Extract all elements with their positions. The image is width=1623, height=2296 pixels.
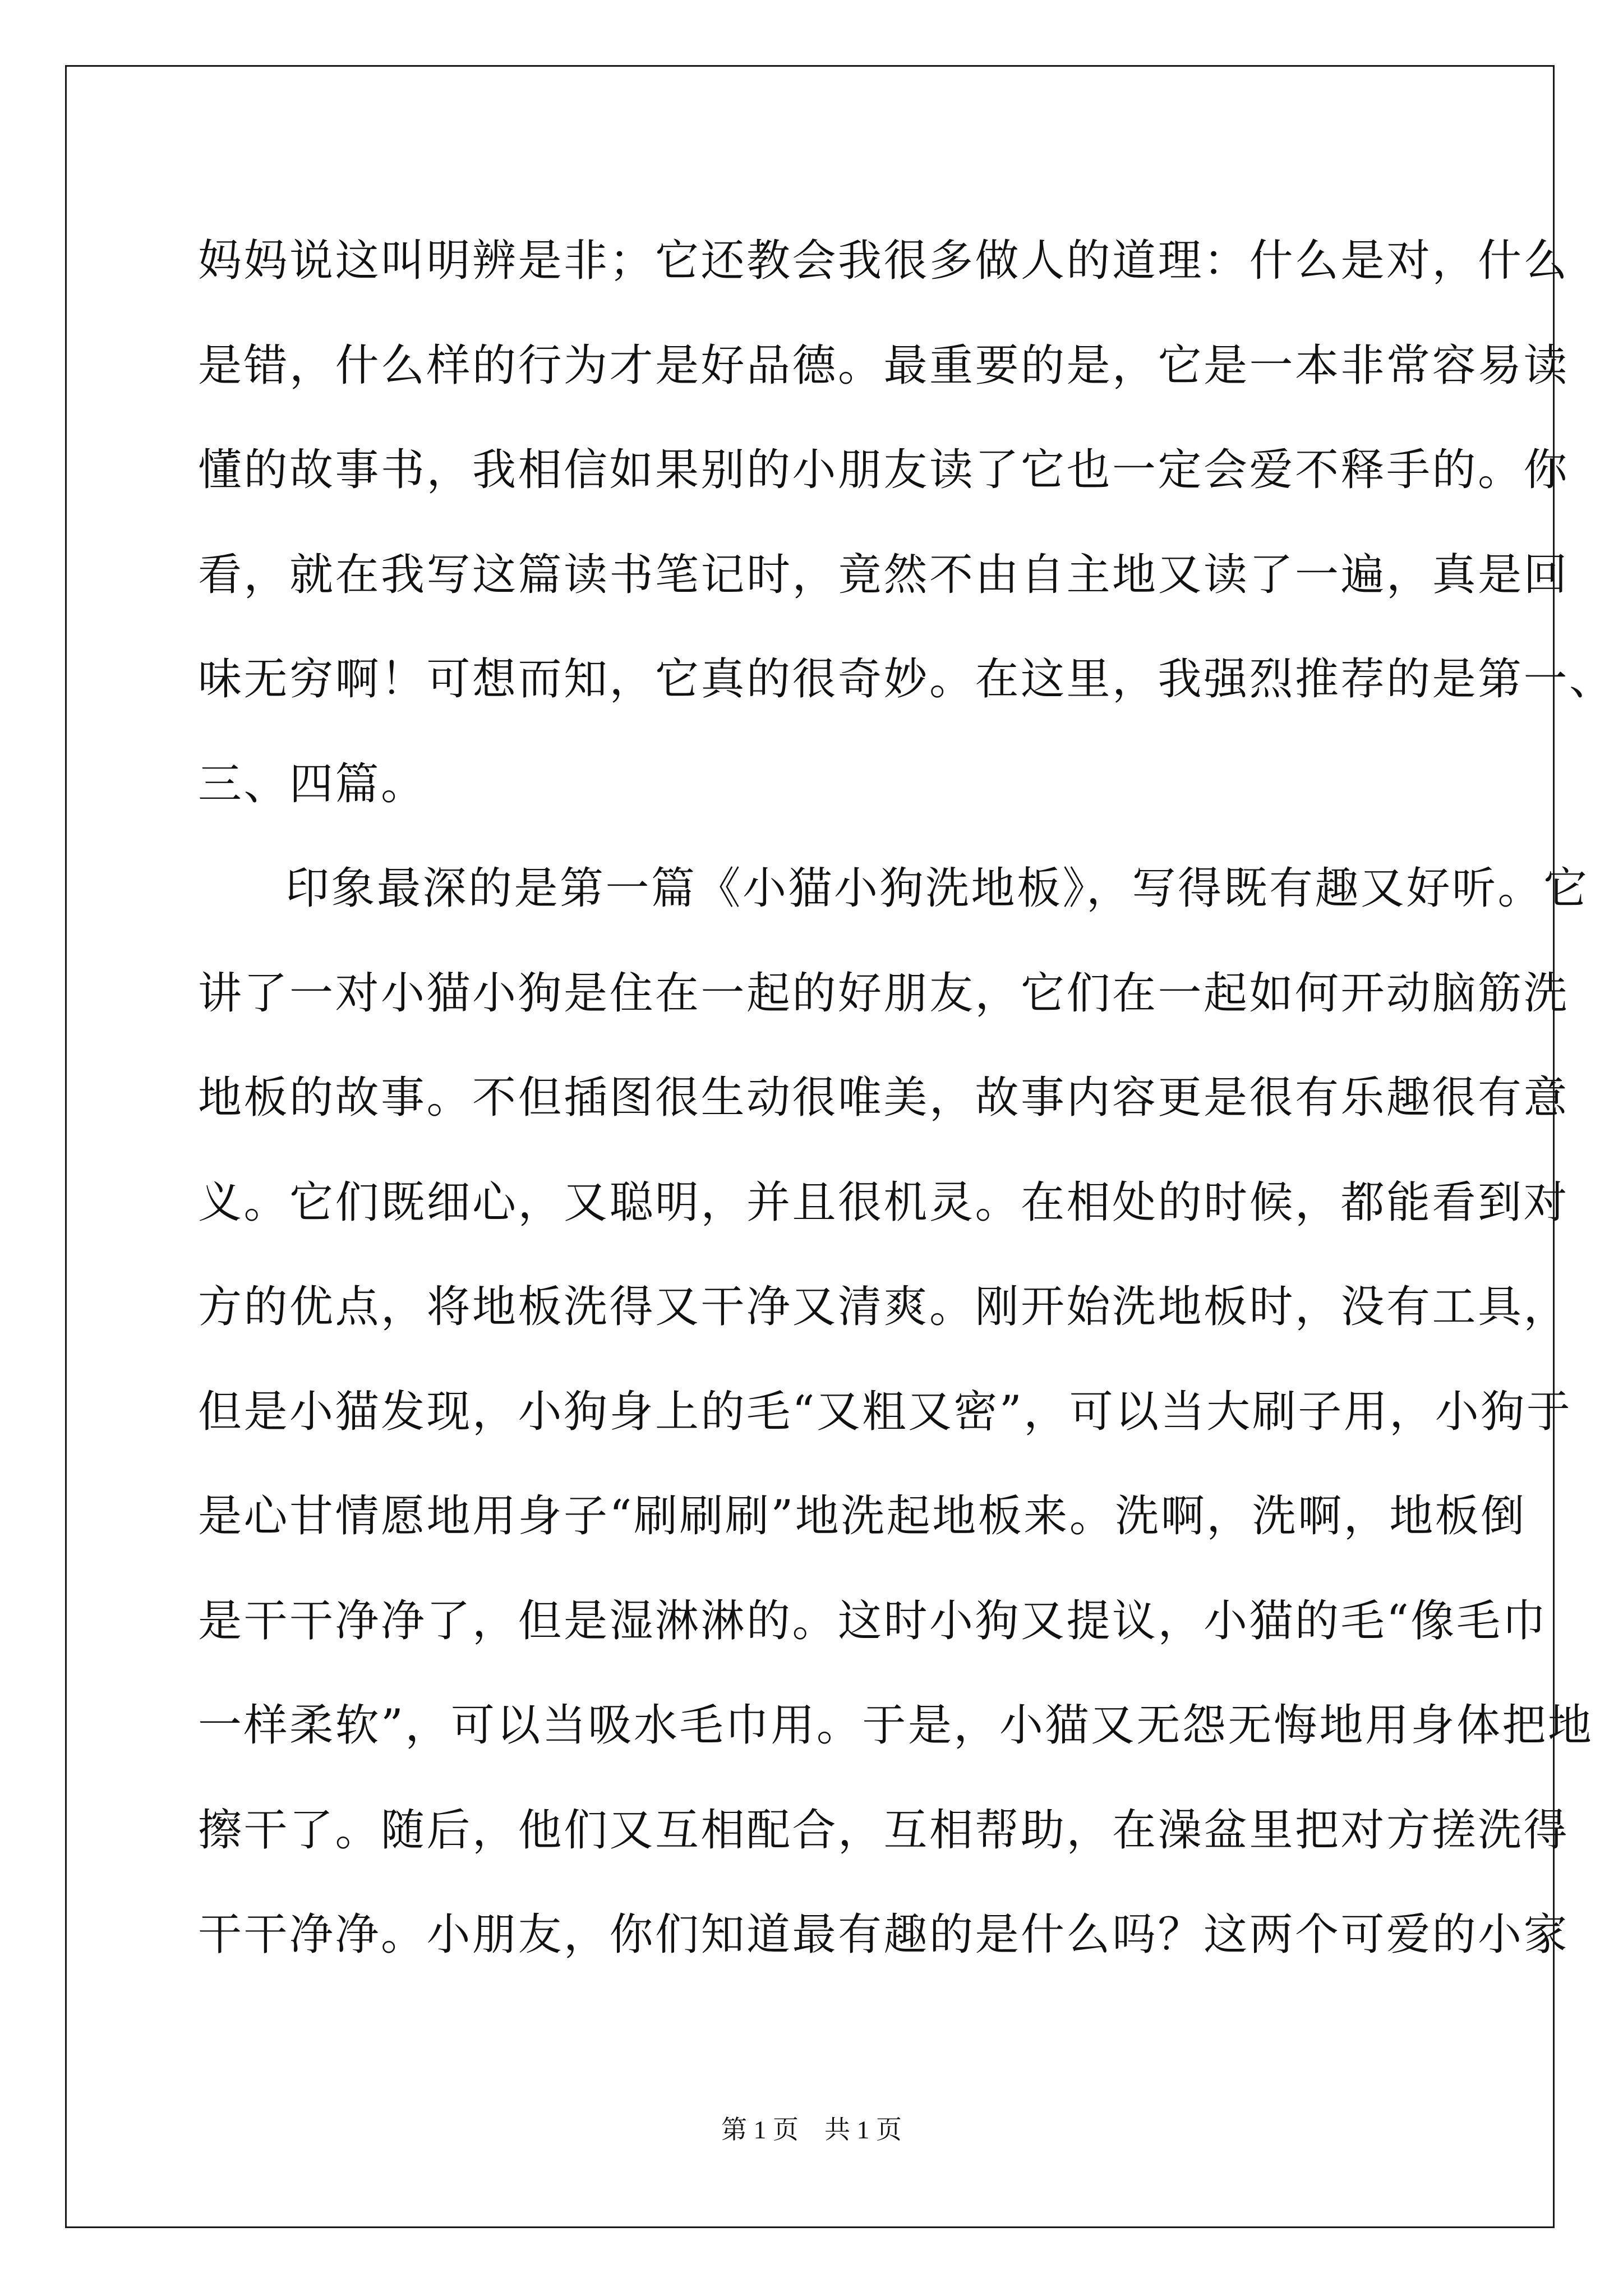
text-line: 擦干了。随后，他们又互相配合，互相帮助，在澡盆里把对方搓洗得	[198, 1805, 1570, 1856]
text-line: 但是小猫发现，小狗身上的毛“又粗又密”，可以当大刷子用，小狗于	[198, 1386, 1573, 1437]
text-line: 地板的故事。不但插图很生动很唯美，故事内容更是很有乐趣很有意	[198, 1073, 1570, 1123]
text-line: 妈妈说这叫明辨是非；它还教会我很多做人的道理：什么是对，什么	[198, 236, 1570, 286]
page-number-footer: 第 1 页 共 1 页	[721, 2115, 902, 2144]
paragraph-first-line: 印象最深的是第一篇《小猫小狗洗地板》，写得既有趣又好听。它	[285, 863, 1589, 914]
text-line: 是心甘情愿地用身子“刷刷刷”地洗起地板来。洗啊，洗啊，地板倒	[198, 1491, 1527, 1542]
text-line: 讲了一对小猫小狗是住在一起的好朋友，它们在一起如何开动脑筋洗	[198, 968, 1570, 1019]
text-line: 干干净净。小朋友，你们知道最有趣的是什么吗？这两个可爱的小家	[198, 1910, 1570, 1960]
text-line: 方的优点，将地板洗得又干净又清爽。刚开始洗地板时，没有工具，	[198, 1282, 1570, 1332]
text-line: 三、四篇。	[198, 758, 427, 809]
text-line: 是干干净净了，但是湿淋淋的。这时小狗又提议，小猫的毛“像毛巾	[198, 1595, 1548, 1646]
text-line: 一样柔软”，可以当吸水毛巾用。于是，小猫又无怨无悔地用身体把地	[198, 1700, 1594, 1751]
document-body	[198, 209, 1615, 1987]
text-line: 是错，什么样的行为才是好品德。最重要的是，它是一本非常容易读	[198, 340, 1570, 391]
text-line: 义。它们既细心，又聪明，并且很机灵。在相处的时候，都能看到对	[198, 1177, 1570, 1228]
text-line: 懂的故事书，我相信如果别的小朋友读了它也一定会爱不释手的。你	[198, 445, 1570, 495]
text-line: 味无穷啊！可想而知，它真的很奇妙。在这里，我强烈推荐的是第一、	[198, 654, 1615, 705]
text-line: 看，就在我写这篇读书笔记时，竟然不由自主地又读了一遍，真是回	[198, 549, 1570, 600]
